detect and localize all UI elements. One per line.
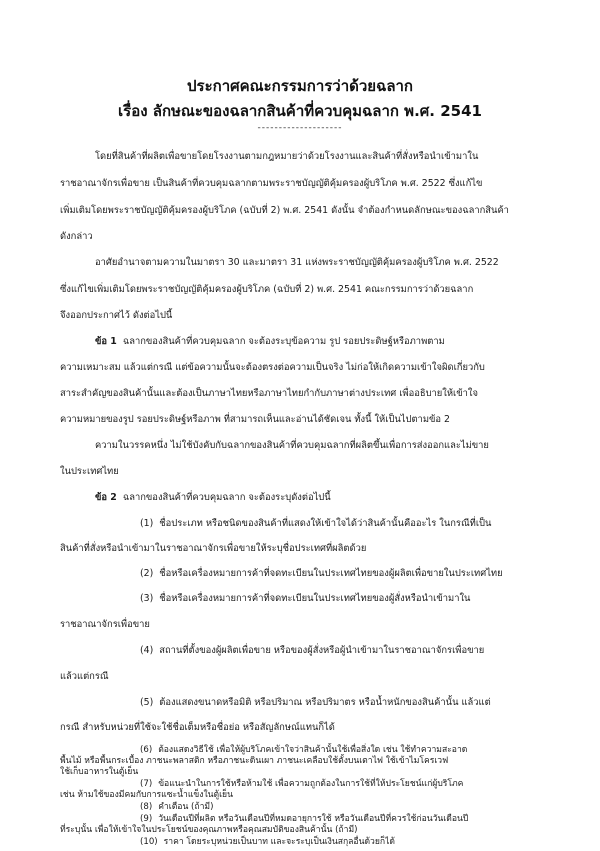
item-continuation: ที่ระบุนั้น เพื่อให้เข้าใจในประโยชน์ของคุณภาพหรือคุณสมบัติของสินค้านั้น (ถ้ามี) bbox=[60, 825, 358, 835]
clause-2-label: ข้อ 2 bbox=[95, 492, 117, 503]
clause-1-line: สาระสำคัญของสินค้านั้นและต้องเป็นภาษาไทยหรือภาษาไทยกำกับภาษาต่างประเทศ เพื่ออธิบายให้เข้าใจ bbox=[60, 388, 478, 399]
clause-2-item: (8) คำเตือน (ถ้ามี) bbox=[140, 802, 214, 812]
item-continuation: เช่น ห้ามใช้ของมีคมกับการแซะน้ำแข็งในตู้เย็น bbox=[60, 790, 233, 800]
item-number: (3) bbox=[140, 593, 154, 604]
item-number: (7) bbox=[140, 779, 153, 789]
clause-2-item: (4) สถานที่ตั้งของผู้ผลิตเพื่อขาย หรือของผู้สั่งหรือผู้นำเข้ามาในราชอาณาจักรเพื่อขาย bbox=[140, 645, 485, 656]
clause-1-line: ความเหมาะสม แล้วแต่กรณี แต่ข้อความนั้นจะต้องตรงต่อความเป็นจริง ไม่ก่อให้เกิดความเข้าใจผิดเกี่ยวกับ bbox=[60, 362, 485, 373]
clause-2-item: (9) วันเดือนปีที่ผลิต หรือวันเดือนปีที่หมดอายุการใช้ หรือวันเดือนปีที่ควรใช้ก่อนวันเดือนปี bbox=[140, 814, 469, 824]
clause-2-item: (1) ชื่อประเภท หรือชนิดของสินค้าที่แสดงให้เข้าใจได้ว่าสินค้านั้นคืออะไร ในกรณีที่เป็น bbox=[140, 518, 492, 529]
clause-1-text: ฉลากของสินค้าที่ควบคุมฉลาก จะต้องระบุข้อความ รูป รอยประดิษฐ์หรือภาพตาม bbox=[122, 336, 445, 347]
item-continuation: พื้นไม้ หรือพื้นกระเบื้อง ภาชนะพลาสติก หรือภาชนะดินเผา ภาชนะเคลือบใช้ตั้งบนเตาไฟ ใช้เข้าไมโครเวฟ bbox=[60, 756, 449, 766]
preamble-line: โดยที่สินค้าที่ผลิตเพื่อขายโดยโรงงานตามกฎหมายว่าด้วยโรงงานและสินค้าที่สั่งหรือนำเข้ามาใน bbox=[95, 151, 479, 162]
item-continuation: ราชอาณาจักรเพื่อขาย bbox=[60, 619, 150, 630]
clause-1-label: ข้อ 1 bbox=[95, 336, 117, 347]
authority-line: จึงออกประกาศไว้ ดังต่อไปนี้ bbox=[60, 310, 173, 321]
clause-2-item: (2) ชื่อหรือเครื่องหมายการค้าที่จดทะเบียนในประเทศไทยของผู้ผลิตเพื่อขายในประเทศไทย bbox=[140, 568, 503, 579]
item-continuation: ใช้เก็บอาหารในตู้เย็น bbox=[60, 767, 139, 777]
item-number: (8) bbox=[140, 802, 153, 812]
item-number: (6) bbox=[140, 745, 153, 755]
clause-2-item: (7) ข้อแนะนำในการใช้หรือห้ามใช้ เพื่อความถูกต้องในการใช้ที่ให้ประโยชน์แก่ผู้บริโภค bbox=[140, 779, 464, 789]
clause-2-item: (5) ต้องแสดงขนาดหรือมิติ หรือปริมาณ หรือปริมาตร หรือน้ำหนักของสินค้านั้น แล้วแต่ bbox=[140, 697, 491, 708]
item-continuation: แล้วแต่กรณี bbox=[60, 671, 109, 682]
clause-2-line bbox=[95, 492, 331, 504]
clause-2-item: (6) ต้องแสดงวิธีใช้ เพื่อให้ผู้บริโภคเข้าใจว่าสินค้านั้นใช้เพื่อสิ่งใด เช่น ใช้ทำความสะอาด bbox=[140, 745, 468, 755]
item-number: (10) bbox=[140, 837, 158, 847]
preamble-line: เพิ่มเติมโดยพระราชบัญญัติคุ้มครองผู้บริโภค (ฉบับที่ 2) พ.ศ. 2541 ดังนั้น จำต้องกำหนดลักษณะของฉลากสินค้า bbox=[60, 205, 509, 216]
clause-2-item: (10) ราคา โดยระบุหน่วยเป็นบาท และจะระบุเป็นเงินสกุลอื่นด้วยก็ได้ bbox=[140, 837, 395, 847]
item-number: (4) bbox=[140, 645, 154, 656]
preamble-line: ราชอาณาจักรเพื่อขาย เป็นสินค้าที่ควบคุมฉลากตามพระราชบัญญัติคุ้มครองผู้บริโภค พ.ศ. 2522 ซึ่งแก้ไข bbox=[60, 178, 483, 189]
document-subject: เรื่อง ลักษณะของฉลากสินค้าที่ควบคุมฉลาก พ.ศ. 2541 bbox=[118, 102, 482, 120]
preamble-line: ดังกล่าว bbox=[60, 231, 93, 242]
item-number: (9) bbox=[140, 814, 153, 824]
authority-line: อาศัยอำนาจตามความในมาตรา 30 และมาตรา 31 แห่งพระราชบัญญัติคุ้มครองผู้บริโภค พ.ศ. 2522 bbox=[95, 257, 499, 268]
title-divider: -------------------- bbox=[257, 123, 343, 133]
item-number: (1) bbox=[140, 518, 154, 529]
document-title: ประกาศคณะกรรมการว่าด้วยฉลาก bbox=[186, 77, 414, 95]
clause-2-intro: ฉลากของสินค้าที่ควบคุมฉลาก จะต้องระบุดังต่อไปนี้ bbox=[122, 492, 331, 503]
clause-2-item: (3) ชื่อหรือเครื่องหมายการค้าที่จดทะเบียนในประเทศไทยของผู้สั่งหรือนำเข้ามาใน bbox=[140, 593, 471, 604]
item-number: (5) bbox=[140, 697, 154, 708]
clause-1-line: ความหมายของรูป รอยประดิษฐ์หรือภาพ ที่สามารถเห็นและอ่านได้ชัดเจน ทั้งนี้ ให้เป็นไปตามข้อ 2 bbox=[60, 414, 450, 425]
clause-1-para2-line: ความในวรรคหนึ่ง ไม่ใช้บังคับกับฉลากของสินค้าที่ควบคุมฉลากที่ผลิตขึ้นเพื่อการส่งออกและไม่ขาย bbox=[95, 440, 489, 451]
authority-line: ซึ่งแก้ไขเพิ่มเติมโดยพระราชบัญญัติคุ้มครองผู้บริโภค (ฉบับที่ 2) พ.ศ. 2541 คณะกรรมการว่าด้วยฉลาก bbox=[60, 284, 474, 295]
item-continuation: สินค้าที่สั่งหรือนำเข้ามาในราชอาณาจักรเพื่อขายให้ระบุชื่อประเทศที่ผลิตด้วย bbox=[60, 543, 367, 554]
clause-1-line bbox=[95, 336, 445, 348]
item-number: (2) bbox=[140, 568, 154, 579]
clause-1-para2-line: ในประเทศไทย bbox=[60, 466, 119, 477]
item-continuation: กรณี สำหรับหน่วยที่ใช้จะใช้ชื่อเต็มหรือชื่อย่อ หรือสัญลักษณ์แทนก็ได้ bbox=[60, 722, 335, 733]
